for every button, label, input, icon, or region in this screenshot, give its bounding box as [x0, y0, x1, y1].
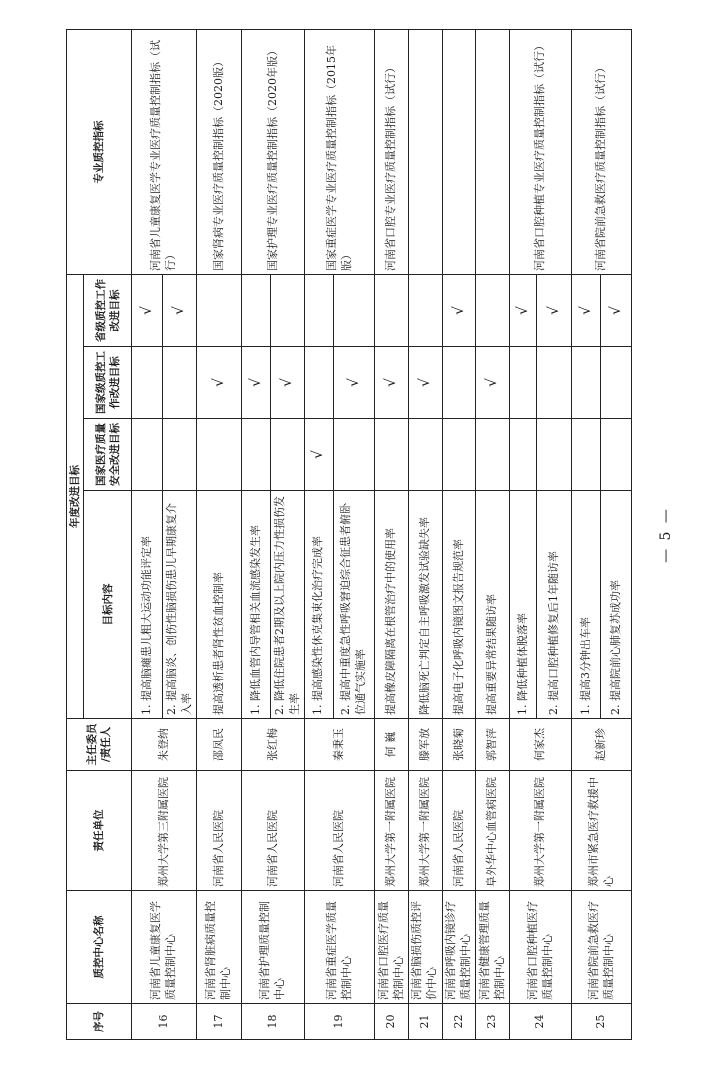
national-quality-check-cell	[132, 419, 163, 491]
check-mark-icon: √	[138, 306, 155, 315]
national-ctrl-check-cell	[333, 347, 374, 419]
row-goal-content: 提高橡皮障隔离在根管治疗中的使用率	[375, 491, 409, 719]
provincial-ctrl-check-cell	[510, 275, 537, 347]
national-ctrl-check-cell	[476, 347, 510, 419]
row-goal-content: 2. 提高脑炎、创伤性脑损伤患儿早期康复介入率	[163, 491, 197, 719]
table-row	[375, 30, 409, 1040]
row-person: 张晓菊	[442, 719, 476, 771]
table-row	[442, 30, 476, 1040]
row-goal-content: 提高重要异常结果随访率	[476, 491, 510, 719]
national-ctrl-check-cell	[600, 347, 631, 419]
quality-control-table	[66, 29, 632, 1040]
header-center: 质控中心名称	[67, 891, 132, 1004]
national-ctrl-check-cell	[442, 347, 476, 419]
row-indicator: 国家肾病专业医疗质量控制指标（2020版）	[196, 30, 241, 275]
header-year-goals: 年度改进目标	[67, 275, 84, 719]
table-row	[510, 30, 537, 1040]
row-unit: 河南省人民医院	[304, 771, 374, 891]
table-row	[572, 30, 601, 1040]
provincial-ctrl-check-cell	[572, 275, 601, 347]
row-center-name: 河南省健康管理质量控制中心	[476, 891, 510, 1004]
check-mark-icon: √	[577, 306, 594, 315]
row-unit: 郑州大学第一附属医院	[375, 771, 409, 891]
row-seq: 20	[375, 1004, 409, 1040]
row-indicator: 河南省院前急救医疗质量控制指标（试行）	[572, 30, 632, 275]
row-goal-content: 2. 提高中重度急性呼吸窘迫综合征患者俯卧位通气实施率	[333, 491, 374, 719]
row-seq: 21	[408, 1004, 442, 1040]
national-quality-check-cell	[600, 419, 631, 491]
row-seq: 23	[476, 1004, 510, 1040]
row-unit: 河南省人民医院	[442, 771, 476, 891]
row-center-name: 河南省口腔医疗质量控制中心	[375, 891, 409, 1004]
check-mark-icon: √	[383, 378, 400, 387]
check-mark-icon: √	[210, 378, 227, 387]
row-seq: 17	[196, 1004, 241, 1040]
row-seq: 24	[510, 1004, 572, 1040]
national-quality-check-cell	[572, 419, 601, 491]
check-mark-icon: √	[247, 378, 264, 387]
table-row	[408, 30, 442, 1040]
check-mark-icon: √	[607, 306, 624, 315]
row-center-name: 河南省呼吸内镜诊疗质量控制中心	[442, 891, 476, 1004]
page-number: — 5 —	[658, 507, 674, 563]
row-goal-content: 1. 降低种植体脱落率	[510, 491, 537, 719]
provincial-ctrl-check-cell	[600, 275, 631, 347]
national-ctrl-check-cell	[572, 347, 601, 419]
table-row	[132, 30, 163, 1040]
header-content: 目标内容	[84, 491, 132, 719]
row-goal-content: 1. 提高3分钟出车率	[572, 491, 601, 719]
row-center-name: 河南省儿童康复医学质量控制中心	[132, 891, 197, 1004]
national-quality-check-cell	[333, 419, 374, 491]
header-unit: 责任单位	[67, 771, 132, 891]
row-person: 秦秉玉	[304, 719, 374, 771]
row-center-name: 河南省口腔种植医疗质量控制中心	[510, 891, 572, 1004]
header-seq: 序号	[67, 1004, 132, 1040]
row-person: 张红梅	[242, 719, 305, 771]
row-goal-content: 1. 提高感染性休克集束化治疗完成率	[304, 491, 333, 719]
national-quality-check-cell	[510, 419, 537, 491]
provincial-ctrl-check-cell	[375, 275, 409, 347]
row-center-name: 河南省院前急救医疗质量控制中心	[572, 891, 632, 1004]
header-national-quality: 国家医疗质量安全改进目标	[84, 419, 132, 491]
row-center-name: 河南省脑损伤质控评价中心	[408, 891, 442, 1004]
national-ctrl-check-cell	[271, 347, 305, 419]
row-indicator: 河南省口腔种植专业医疗质量控制指标（试行）	[510, 30, 572, 275]
provincial-ctrl-check-cell	[536, 275, 571, 347]
table-row	[196, 30, 241, 1040]
table-row	[476, 30, 510, 1040]
row-indicator	[442, 30, 476, 275]
row-unit: 河南省人民医院	[242, 771, 305, 891]
provincial-ctrl-check-cell	[304, 275, 333, 347]
row-unit: 郑州大学第一附属医院	[408, 771, 442, 891]
national-ctrl-check-cell	[304, 347, 333, 419]
row-goal-content: 1. 提高脑瘫患儿粗大运动功能评定率	[132, 491, 163, 719]
check-mark-icon: √	[484, 378, 501, 387]
row-goal-content: 2. 降低住院患者2期及以上院内压力性损伤发生率	[271, 491, 305, 719]
national-quality-check-cell	[242, 419, 271, 491]
row-seq: 18	[242, 1004, 305, 1040]
national-ctrl-check-cell	[408, 347, 442, 419]
provincial-ctrl-check-cell	[333, 275, 374, 347]
provincial-ctrl-check-cell	[442, 275, 476, 347]
row-goal-content: 提高电子化呼吸内镜图文报告规范率	[442, 491, 476, 719]
table-row	[304, 30, 333, 1040]
row-indicator: 河南省儿童康复医学专业医疗质量控制指标（试行）	[132, 30, 197, 275]
national-ctrl-check-cell	[163, 347, 197, 419]
national-quality-check-cell	[442, 419, 476, 491]
row-unit: 阜外华中心血管病医院	[476, 771, 510, 891]
provincial-ctrl-check-cell	[271, 275, 305, 347]
row-indicator: 河南省口腔专业医疗质量控制指标（试行）	[375, 30, 409, 275]
row-seq: 16	[132, 1004, 197, 1040]
national-quality-check-cell	[196, 419, 241, 491]
row-seq: 25	[572, 1004, 632, 1040]
check-mark-icon: √	[545, 306, 562, 315]
table-row	[242, 30, 271, 1040]
row-person: 滕军放	[408, 719, 442, 771]
row-goal-content: 2. 提高口腔种植修复后1年随访率	[536, 491, 571, 719]
row-person: 何家杰	[510, 719, 572, 771]
national-quality-check-cell	[163, 419, 197, 491]
national-ctrl-check-cell	[132, 347, 163, 419]
row-person: 朱登纳	[132, 719, 197, 771]
row-unit: 郑州大学第三附属医院	[132, 771, 197, 891]
provincial-ctrl-check-cell	[242, 275, 271, 347]
national-ctrl-check-cell	[196, 347, 241, 419]
row-goal-content: 降低脑死亡判定自主呼吸激发试验缺失率	[408, 491, 442, 719]
national-quality-check-cell	[271, 419, 305, 491]
provincial-ctrl-check-cell	[476, 275, 510, 347]
check-mark-icon: √	[345, 378, 362, 387]
national-ctrl-check-cell	[510, 347, 537, 419]
provincial-ctrl-check-cell	[408, 275, 442, 347]
table-body	[132, 30, 632, 1040]
row-goal-content: 2. 提高院前心肺复苏成功率	[600, 491, 631, 719]
row-center-name: 河南省肾脏病质量控制中心	[196, 891, 241, 1004]
check-mark-icon: √	[514, 306, 531, 315]
row-unit: 郑州大学第一附属医院	[510, 771, 572, 891]
row-goal-content: 提高透析患者肾性贫血控制率	[196, 491, 241, 719]
check-mark-icon: √	[450, 306, 467, 315]
national-ctrl-check-cell	[536, 347, 571, 419]
check-mark-icon: √	[416, 378, 433, 387]
row-person: 赵新珍	[572, 719, 632, 771]
check-mark-icon: √	[310, 450, 327, 459]
row-center-name: 河南省护理质量控制中心	[242, 891, 305, 1004]
check-mark-icon: √	[279, 378, 296, 387]
national-quality-check-cell	[304, 419, 333, 491]
national-quality-check-cell	[375, 419, 409, 491]
national-quality-check-cell	[408, 419, 442, 491]
header-person: 主任委员 /责任人	[67, 719, 132, 771]
row-person: 郭智萍	[476, 719, 510, 771]
national-quality-check-cell	[536, 419, 571, 491]
row-indicator: 国家重症医学专业医疗质量控制指标（2015年版）	[304, 30, 374, 275]
row-seq: 22	[442, 1004, 476, 1040]
header-national-ctrl: 国家级质控工作改进目标	[84, 347, 132, 419]
row-goal-content: 1. 降低血管内导管相关血流感染发生率	[242, 491, 271, 719]
national-ctrl-check-cell	[242, 347, 271, 419]
national-ctrl-check-cell	[375, 347, 409, 419]
provincial-ctrl-check-cell	[196, 275, 241, 347]
national-quality-check-cell	[476, 419, 510, 491]
header-provincial-ctrl: 省级质控工作改进目标	[84, 275, 132, 347]
row-unit: 河南省人民医院	[196, 771, 241, 891]
row-person: 邵凤民	[196, 719, 241, 771]
row-indicator: 国家护理专业医疗质量控制指标（2020年版）	[242, 30, 305, 275]
row-unit: 郑州市紧急医疗救援中心	[572, 771, 632, 891]
provincial-ctrl-check-cell	[163, 275, 197, 347]
row-indicator	[408, 30, 442, 275]
row-indicator	[476, 30, 510, 275]
row-person: 何 巍	[375, 719, 409, 771]
row-seq: 19	[304, 1004, 374, 1040]
row-center-name: 河南省重症医学质量控制中心	[304, 891, 374, 1004]
header-indicators: 专业质控指标	[67, 30, 132, 275]
provincial-ctrl-check-cell	[132, 275, 163, 347]
check-mark-icon: √	[171, 306, 188, 315]
